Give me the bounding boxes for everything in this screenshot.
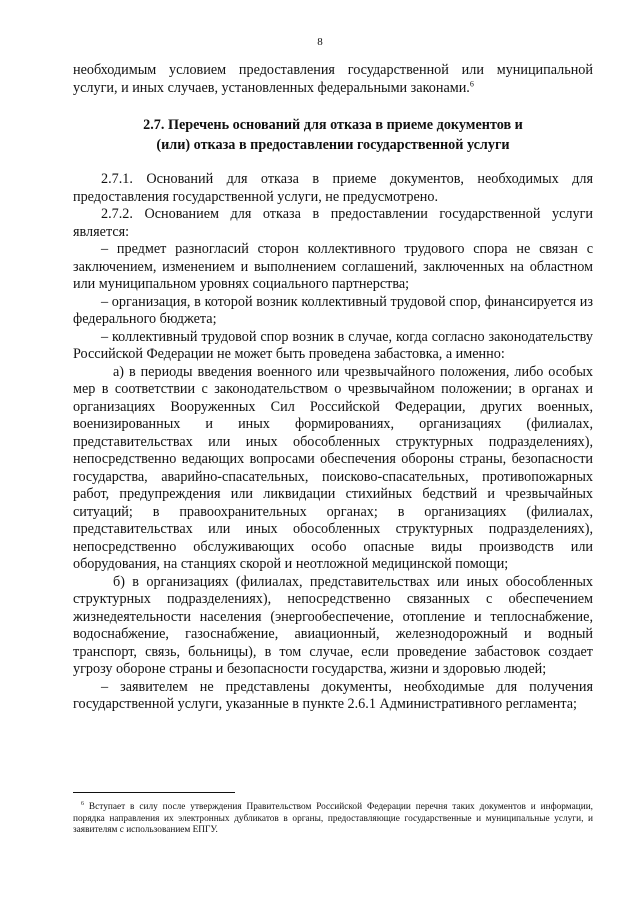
section-heading-line-1: 2.7. Перечень оснований для отказа в приеме документов и bbox=[143, 117, 523, 133]
list-item-dispute-subject: – предмет разногласий сторон коллективного трудового спора не связан с заключением, изменением и выполнением соглашений, заключенных на областном или муниципальном уровнях социального партнерства; bbox=[73, 241, 593, 292]
document-body bbox=[73, 62, 593, 714]
list-item-missing-documents: – заявителем не представлены документы, необходимые для получения государственной услуги, указанные в пункте 2.6.1 Административного регламента; bbox=[73, 678, 593, 712]
footnote-text: Вступает в силу после утверждения Правительством Российской Федерации перечня таких документов и информации, порядка направления их электронных дубликатов в органы, предоставляющие государственные и муниципальные услуги, и заявителям с использованием ЕПГУ. bbox=[73, 802, 593, 835]
paragraph-2-7-1: 2.7.1. Оснований для отказа в приеме документов, необходимых для предоставления государственной услуги, не предусмотрено. bbox=[73, 171, 593, 205]
list-item-federal-budget: – организация, в которой возник коллективный трудовой спор, финансируется из федерального бюджета; bbox=[73, 293, 593, 327]
section-heading-line-2: (или) отказа в предоставлении государственной услуги bbox=[156, 137, 510, 153]
sub-item-a: а) в периоды введения военного или чрезвычайного положения, либо особых мер в соответствии с законодательством о чрезвычайном положении; в органах и организациях Вооруженных Сил Российской Федерации, других военных, военизированных и иных формированиях, организациях (филиалах, представительствах или иных обособленных структурных подразделениях), непосредственно ведающих вопросами обеспечения обороны страны, безопасности государства, аварийно-спасательных, поисково-спасательных, противопожарных работ, предупреждения или ликвидации стихийных бедствий и чрезвычайных ситуаций; в правоохранительных органах; в организациях (филиалах, представительствах или иных обособленных структурных подразделениях), непосредственно обслуживающих особо опасные виды производств или оборудования, на станциях скорой и неотложной медицинской помощи; bbox=[73, 363, 593, 572]
paragraph-2-7-2: 2.7.2. Основанием для отказа в предоставлении государственной услуги является: bbox=[73, 206, 593, 240]
footnote bbox=[73, 802, 593, 837]
section-heading bbox=[73, 115, 593, 155]
footnote-divider bbox=[73, 792, 235, 793]
continuation-text: необходимым условием предоставления государственной или муниципальной услуги, и иных случаев, установленных федеральными законами. bbox=[73, 62, 593, 96]
footnote-reference: 6 bbox=[469, 78, 474, 88]
footnote-number: 6 bbox=[81, 800, 84, 807]
sub-item-b: б) в организациях (филиалах, представительствах или иных обособленных структурных подразделениях), непосредственно связанных с обеспечением жизнедеятельности населения (энергообеспечение, отопление и теплоснабжение, водоснабжение, газоснабжение, авиационный, железнодорожный и водный транспорт, связь, больницы), в том случае, если проведение забастовок создает угрозу обороне страны и безопасности государства, жизни и здоровью людей; bbox=[73, 573, 593, 677]
continuation-paragraph bbox=[73, 62, 593, 97]
page-number: 8 bbox=[317, 36, 323, 48]
list-item-strike-prohibited: – коллективный трудовой спор возник в случае, когда согласно законодательству Российской Федерации не может быть проведена забастовка, а именно: bbox=[73, 328, 593, 362]
